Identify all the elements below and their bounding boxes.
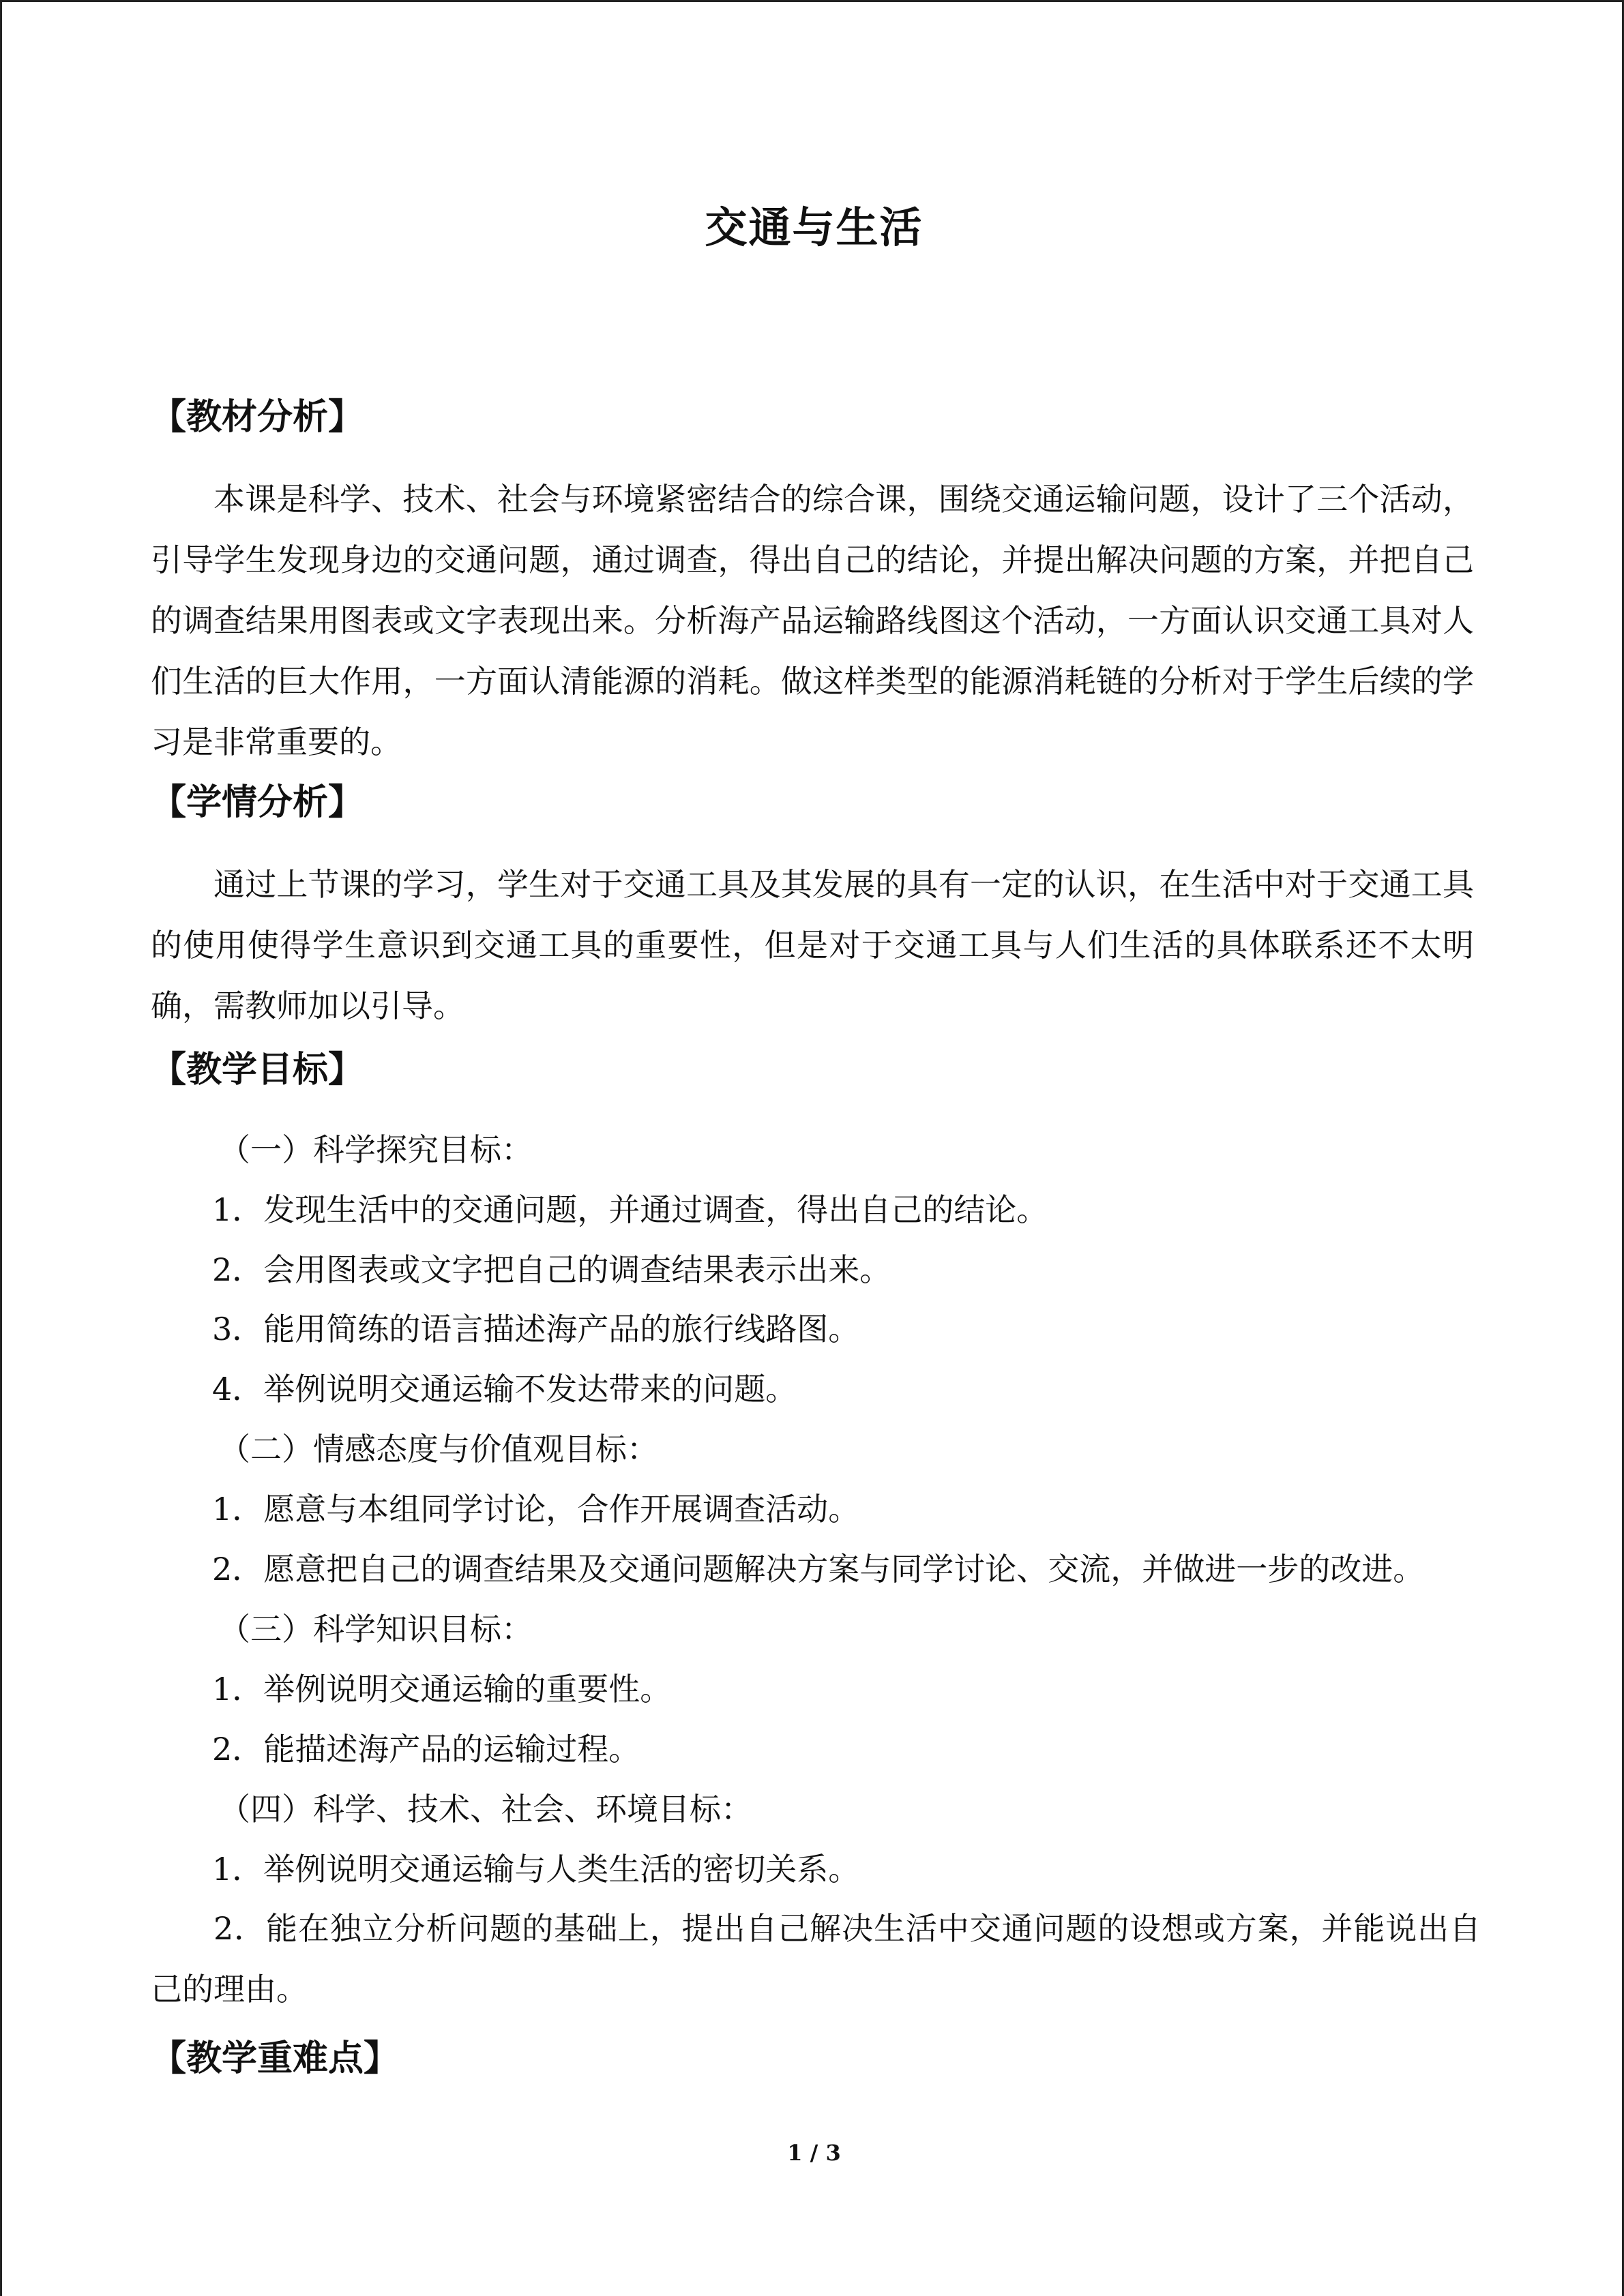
heading-student-analysis: 【学情分析】 <box>151 781 364 823</box>
goal-item: 1．发现生活中的交通问题，并通过调查，得出自己的结论。 <box>212 1191 1048 1228</box>
goal-group-title: （三）科学知识目标： <box>219 1611 533 1648</box>
goal-item: 4．举例说明交通运输不发达带来的问题。 <box>212 1371 797 1407</box>
goal-group-title: （二）情感态度与价值观目标： <box>219 1431 658 1467</box>
goal-item: 2．能在独立分析问题的基础上，提出自己解决生活中交通问题的设想或方案，并能说出自己的理由。 <box>151 1910 1481 2008</box>
goal-item: 1．愿意与本组同学讨论，合作开展调查活动。 <box>212 1491 860 1527</box>
goal-item: 2．能描述海产品的运输过程。 <box>212 1731 640 1768</box>
heading-teaching-goals: 【教学目标】 <box>151 1049 364 1090</box>
heading-textbook-analysis: 【教材分析】 <box>151 396 364 438</box>
paragraph-student-analysis: 通过上节课的学习，学生对于交通工具及其发展的具有一定的认识，在生活中对于交通工具的使用使得学生意识到交通工具的重要性，但是对于交通工具与人们生活的具体联系还不太明确，需教师加以引导。 <box>151 866 1474 1024</box>
page-number: 1 / 3 <box>787 2140 841 2166</box>
goal-group-title: （四）科学、技术、社会、环境目标： <box>219 1791 752 1828</box>
goal-group-title: （一）科学探究目标： <box>219 1131 533 1168</box>
heading-key-points: 【教学重难点】 <box>151 2038 400 2079</box>
goal-item: 2．愿意把自己的调查结果及交通问题解决方案与同学讨论、交流，并做进一步的改进。 <box>212 1551 1425 1587</box>
goal-item: 1．举例说明交通运输的重要性。 <box>212 1671 672 1708</box>
goal-item: 2．会用图表或文字把自己的调查结果表示出来。 <box>212 1251 891 1288</box>
document-title: 交通与生活 <box>705 203 924 252</box>
paragraph-textbook-analysis: 本课是科学、技术、社会与环境紧密结合的综合课，围绕交通运输问题，设计了三个活动，引导学生发现身边的交通问题，通过调查，得出自己的结论，并提出解决问题的方案，并把自己的调查结果用图表或文字表现出来。分析海产品运输路线图这个活动，一方面认识交通工具对人们生活的巨大作用，一方面认清能源的消耗。做这样类型的能源消耗链的分析对于学生后续的学习是非常重要的。 <box>151 481 1474 760</box>
goal-item: 1．举例说明交通运输与人类生活的密切关系。 <box>212 1851 860 1888</box>
goal-item: 3．能用简练的语言描述海产品的旅行线路图。 <box>212 1311 860 1347</box>
